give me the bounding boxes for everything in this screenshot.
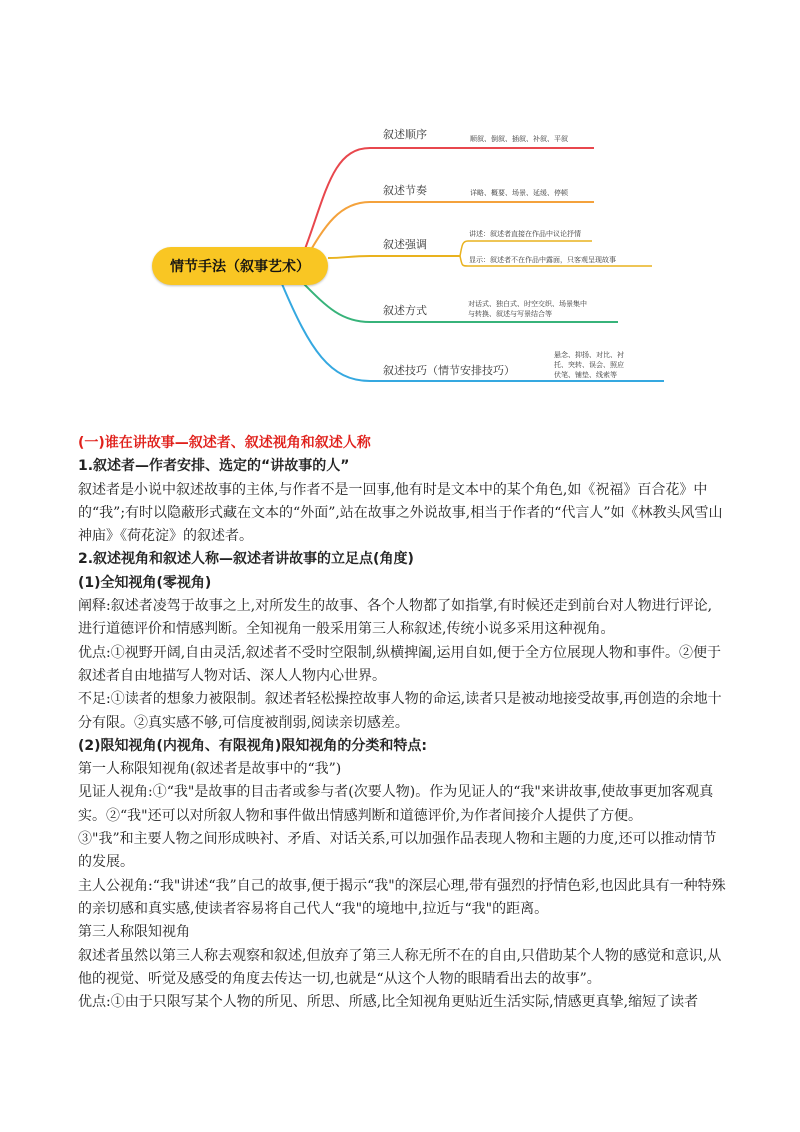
paragraph-witness-3: ③"我”和主要人物之间形成映衬、矛盾、对话关系,可以加强作品表现人物和主题的力度,还可以推动情节的发展。 <box>78 831 717 871</box>
leaf-technique-1: 悬念、抑扬、对比、衬 <box>554 351 624 359</box>
branch-sub-emphasis-a <box>460 241 592 256</box>
leaf-manner-2: 与转换、叙述与写景结合等 <box>468 310 552 318</box>
mindmap-center-node: 情节手法（叙事艺术） <box>152 247 328 285</box>
paragraph-first-person: 第一人称限知视角(叙述者是故事中的“我”) <box>78 761 342 778</box>
paragraph-third-person-pros: 优点:①由于只限写某个人物的所见、所思、所感,比全知视角更贴近生活实际,情感更真挚,缩短了读者 <box>78 994 699 1011</box>
leaf-manner-1: 对话式、独白式、时空交织、场景集中 <box>468 300 587 308</box>
paragraph-third-person: 第三人称限知视角 <box>78 924 190 941</box>
heading-narrator: 1.叙述者—作者安排、选定的“讲故事的人” <box>78 458 350 475</box>
branch-line-order <box>300 148 594 262</box>
section-title: (一)谁在讲故事—叙述者、叙述视角和叙述人称 <box>78 435 371 451</box>
heading-limited: (2)限知视角(内视角、有限视角)限知视角的分类和特点: <box>78 737 427 754</box>
paragraph-protagonist: 主人公视角:“我"讲述“我”自己的故事,便于揭示“我"的深层心理,带有强烈的抒情色彩,也因此具有一种特殊的亲切感和真实感,使读者容易将自己代人“我"的境地中,拉近与“我"的距离。 <box>78 877 726 917</box>
branch-line-emphasis <box>328 256 460 258</box>
leaf-emphasis-show: 显示：叙述者不在作品中露面，只客观呈现故事 <box>469 256 616 264</box>
paragraph-omniscient-explain: 阐释:叙述者凌驾于故事之上,对所发生的故事、各个人物都了如指掌,有时候还走到前台对人物进行评论,进行道德评价和情感判断。全知视角一般采用第三人称叙述,传统小说多采用这种视角。 <box>78 598 713 638</box>
leaf-emphasis-tell: 讲述：叙述者直接在作品中议论抒情 <box>469 230 581 238</box>
heading-omniscient: (1)全知视角(零视角) <box>78 574 212 591</box>
article-body <box>78 432 726 1014</box>
mindmap <box>0 0 800 420</box>
paragraph-witness: 见证人视角:①“我"是故事的目击者或参与者(次要人物)。作为见证人的“我"来讲故事,使故事更加客观真实。②“我"还可以对所叙人物和事件做出情感判断和道德评价,为作者间接介人提供了方便。 <box>78 784 714 824</box>
branch-label-technique: 叙述技巧（情节安排技巧） <box>383 364 515 377</box>
branch-label-emphasis: 叙述强调 <box>383 238 427 251</box>
paragraph-third-person-explain: 叙述者虽然以第三人称去观察和叙述,但放弃了第三人称无所不在的自由,只借助某个人物的感觉和意识,从他的视觉、听觉及感受的角度去传达一切,也就是“从这个人物的眼睛看出去的故事”。 <box>78 947 722 987</box>
paragraph-narrator: 叙述者是小说中叙述故事的主体,与作者不是一回事,他有时是文本中的某个角色,如《祝福》百合花》中的“我”;有时以隐蔽形式藏在文本的“外面”,站在故事之外说故事,相当于作者的“代言人”如《林教头风雪山神庙》《荷花淀》的叙述者。 <box>78 481 723 545</box>
paragraph-omniscient-cons: 不足:①读者的想象力被限制。叙述者轻松操控故事人物的命运,读者只是被动地接受故事,再创造的余地十分有限。②真实感不够,可信度被削弱,阅读亲切感差。 <box>78 691 722 731</box>
branch-label-order: 叙述顺序 <box>383 128 427 141</box>
branch-label-manner: 叙述方式 <box>383 304 427 317</box>
leaf-technique-3: 伏笔、铺垫、线索等 <box>554 371 617 379</box>
paragraph-omniscient-pros: 优点:①视野开阔,自由灵活,叙述者不受时空限制,纵横捭阖,运用自如,便于全方位展现人物和事件。②便于叙述者自由地描写人物对话、深人人物内心世界。 <box>78 644 721 684</box>
heading-perspective: 2.叙述视角和叙述人称—叙述者讲故事的立足点(角度) <box>78 551 414 568</box>
leaf-rhythm: 详略、概要、场景、延缓、停顿 <box>470 189 568 197</box>
leaf-technique-2: 托、突转、误会、照应 <box>554 361 624 369</box>
mindmap-connectors <box>0 0 800 420</box>
leaf-order: 顺叙、倒叙、插叙、补叙、平叙 <box>470 135 568 143</box>
branch-label-rhythm: 叙述节奏 <box>383 184 427 197</box>
